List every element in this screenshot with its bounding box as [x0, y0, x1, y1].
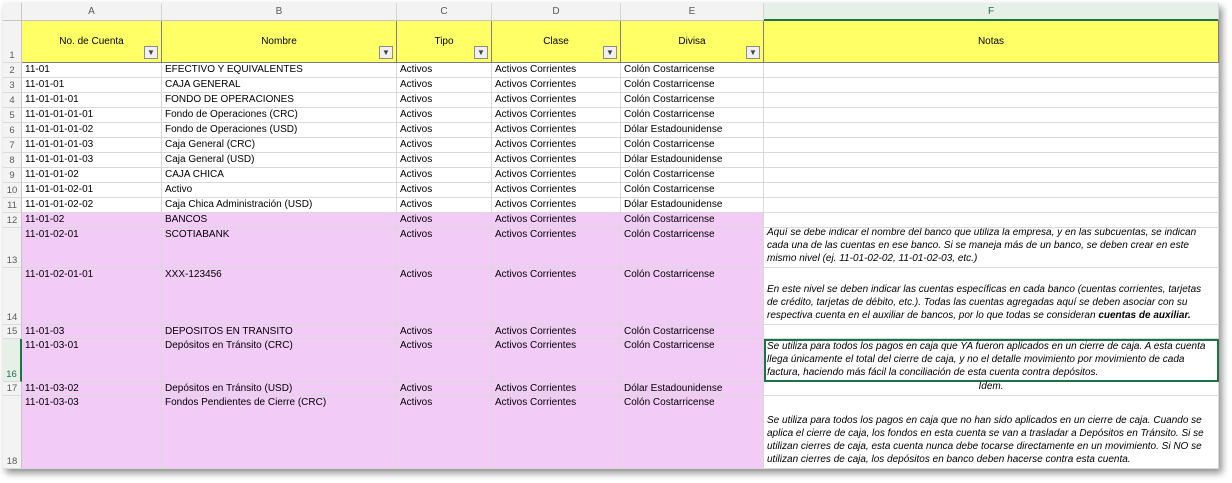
note-text: Se utiliza para todos los pagos en caja que no han sido aplicados en un cierre de caja. Cuando se aplica el cierre de caja, los fondos en esta cuenta se van a trasladar a Depósitos en Tránsito. Si se utilizan cierres de caja, esta cuenta nunca debe tocarse directamente en un movimiento. Si NO se utilizan cierres de caja, los depósitos en banco deben hacerse contra esta cuenta.: [767, 415, 1204, 465]
row-header[interactable]: 11: [3, 198, 22, 213]
cell-tipo[interactable]: Activos: [397, 78, 492, 93]
cell-clase[interactable]: Activos Corrientes: [492, 183, 621, 198]
row-header[interactable]: 16: [3, 339, 22, 382]
cell-notas-empty[interactable]: [764, 138, 1219, 153]
cell-divisa[interactable]: Colón Costarricense: [621, 396, 764, 469]
note-text: Se utiliza para todos los pagos en caja que YA fueron aplicados en un cierre de caja. A esta cuenta llega únicamente el total del cierre de caja, y no el detalle movimiento por movimiento de cada factura, haciendo más fácil la conciliación de esta cuenta contra depósitos.: [767, 341, 1206, 378]
cell-nombre[interactable]: CAJA CHICA: [162, 168, 397, 183]
cell-cuenta[interactable]: 11-01-03-03: [22, 396, 162, 469]
header-label: Tipo: [434, 36, 454, 47]
cell-notas-empty[interactable]: [764, 93, 1219, 108]
row-header[interactable]: 6: [3, 123, 22, 138]
cell-divisa[interactable]: Colón Costarricense: [621, 339, 764, 382]
note-cell-row13[interactable]: [764, 228, 1219, 268]
cell-clase[interactable]: Activos Corrientes: [492, 396, 621, 469]
cell-notas-empty[interactable]: [764, 325, 1219, 339]
column-header-d[interactable]: D: [492, 3, 621, 21]
cell-cuenta[interactable]: 11-01-02-01: [22, 228, 162, 268]
note-text: Aquí se debe indicar el nombre del banco que utiliza la empresa, y en las subcuentas, se indican cada una de las cuentas en ese banco. Si se maneja más de un banco, se deben crear en este mismo nivel (ej. 11-01-02-02, 11-01-02-03, etc.): [767, 227, 1197, 264]
row-header[interactable]: 15: [3, 325, 22, 339]
row-header[interactable]: 13: [3, 228, 22, 268]
cell-nombre[interactable]: EFECTIVO Y EQUIVALENTES: [162, 63, 397, 78]
header-divisa[interactable]: [621, 21, 764, 63]
cell-nombre[interactable]: Depósitos en Tránsito (USD): [162, 382, 397, 396]
row-header[interactable]: 9: [3, 168, 22, 183]
cell-divisa[interactable]: Dólar Estadounidense: [621, 382, 764, 396]
cell-tipo[interactable]: Activos: [397, 138, 492, 153]
cell-clase[interactable]: Activos Corrientes: [492, 153, 621, 168]
cell-tipo[interactable]: Activos: [397, 268, 492, 325]
cell-notas-empty[interactable]: [764, 78, 1219, 93]
row-header[interactable]: 2: [3, 63, 22, 78]
header-label: Clase: [543, 36, 569, 47]
cell-divisa[interactable]: Dólar Estadounidense: [621, 198, 764, 213]
cell-nombre[interactable]: Caja General (CRC): [162, 138, 397, 153]
cell-nombre[interactable]: DEPOSITOS EN TRANSITO: [162, 325, 397, 339]
cell-clase[interactable]: Activos Corrientes: [492, 78, 621, 93]
cell-divisa[interactable]: Colón Costarricense: [621, 268, 764, 325]
filter-dropdown-icon[interactable]: ▼: [379, 46, 393, 59]
cell-cuenta[interactable]: 11-01-01-01-03: [22, 153, 162, 168]
cell-divisa[interactable]: Colón Costarricense: [621, 325, 764, 339]
cell-divisa[interactable]: Dólar Estadounidense: [621, 153, 764, 168]
column-header-e[interactable]: E: [621, 3, 764, 21]
cell-tipo[interactable]: Activos: [397, 198, 492, 213]
header-label: Notas: [977, 36, 1005, 47]
header-label: Divisa: [678, 36, 706, 47]
cell-clase[interactable]: Activos Corrientes: [492, 63, 621, 78]
cell-clase[interactable]: Activos Corrientes: [492, 138, 621, 153]
cell-divisa[interactable]: Dólar Estadounidense: [621, 123, 764, 138]
cell-tipo[interactable]: Activos: [397, 325, 492, 339]
cell-notas-empty[interactable]: [764, 123, 1219, 138]
filter-dropdown-icon[interactable]: ▼: [474, 46, 488, 59]
cell-tipo[interactable]: Activos: [397, 93, 492, 108]
cell-nombre[interactable]: FONDO DE OPERACIONES: [162, 93, 397, 108]
cell-tipo[interactable]: Activos: [397, 123, 492, 138]
row-header[interactable]: 8: [3, 153, 22, 168]
header-notas[interactable]: [764, 21, 1219, 63]
cell-tipo[interactable]: Activos: [397, 213, 492, 228]
header-no-cuenta[interactable]: [22, 21, 162, 63]
note-cell-row18[interactable]: [764, 396, 1219, 469]
cell-tipo[interactable]: Activos: [397, 168, 492, 183]
cell-divisa[interactable]: Colón Costarricense: [621, 93, 764, 108]
header-tipo[interactable]: [397, 21, 492, 63]
cell-clase[interactable]: Activos Corrientes: [492, 93, 621, 108]
cell-nombre[interactable]: Caja Chica Administración (USD): [162, 198, 397, 213]
cell-nombre[interactable]: CAJA GENERAL: [162, 78, 397, 93]
cell-cuenta[interactable]: 11-01-01-01: [22, 93, 162, 108]
header-label: No. de Cuenta: [59, 36, 124, 47]
cell-tipo[interactable]: Activos: [397, 396, 492, 469]
cell-divisa[interactable]: Colón Costarricense: [621, 138, 764, 153]
spreadsheet: [3, 3, 1219, 469]
cell-notas-empty[interactable]: [764, 198, 1219, 213]
cell-cuenta[interactable]: 11-01: [22, 63, 162, 78]
cell-divisa[interactable]: Colón Costarricense: [621, 183, 764, 198]
note-text-bold: cuentas de auxiliar.: [1098, 310, 1191, 321]
row-header[interactable]: 12: [3, 213, 22, 228]
cell-tipo[interactable]: Activos: [397, 153, 492, 168]
cell-cuenta[interactable]: 11-01-01-02: [22, 168, 162, 183]
cell-tipo[interactable]: Activos: [397, 63, 492, 78]
cell-nombre[interactable]: Fondo de Operaciones (CRC): [162, 108, 397, 123]
select-all-corner[interactable]: [3, 3, 22, 21]
cell-cuenta[interactable]: 11-01-02-01-01: [22, 268, 162, 325]
cell-nombre[interactable]: BANCOS: [162, 213, 397, 228]
cell-clase[interactable]: Activos Corrientes: [492, 339, 621, 382]
header-label: Nombre: [261, 36, 297, 47]
cell-divisa[interactable]: Colón Costarricense: [621, 108, 764, 123]
column-header-b[interactable]: B: [162, 3, 397, 21]
cell-divisa[interactable]: Colón Costarricense: [621, 63, 764, 78]
cell-tipo[interactable]: Activos: [397, 183, 492, 198]
cell-nombre[interactable]: Depósitos en Tránsito (CRC): [162, 339, 397, 382]
cell-clase[interactable]: Activos Corrientes: [492, 268, 621, 325]
cell-cuenta[interactable]: 11-01-03-02: [22, 382, 162, 396]
cell-clase[interactable]: Activos Corrientes: [492, 382, 621, 396]
cell-divisa[interactable]: Colón Costarricense: [621, 168, 764, 183]
cell-tipo[interactable]: Activos: [397, 108, 492, 123]
row-header[interactable]: 3: [3, 78, 22, 93]
header-nombre[interactable]: [162, 21, 397, 63]
cell-clase[interactable]: Activos Corrientes: [492, 325, 621, 339]
note-cell-row14[interactable]: [764, 268, 1219, 325]
cell-notas-empty[interactable]: [764, 108, 1219, 123]
cell-clase[interactable]: Activos Corrientes: [492, 168, 621, 183]
cell-notas-empty[interactable]: [764, 168, 1219, 183]
cell-tipo[interactable]: Activos: [397, 228, 492, 268]
cell-notas-empty[interactable]: [764, 153, 1219, 168]
cell-cuenta[interactable]: 11-01-01-01-02: [22, 123, 162, 138]
cell-cuenta[interactable]: 11-01-01-02-01: [22, 183, 162, 198]
cell-notas-empty[interactable]: [764, 63, 1219, 78]
cell-divisa[interactable]: Colón Costarricense: [621, 228, 764, 268]
cell-cuenta[interactable]: 11-01-01-02-02: [22, 198, 162, 213]
cell-nombre[interactable]: Fondo de Operaciones (USD): [162, 123, 397, 138]
cell-clase[interactable]: Activos Corrientes: [492, 198, 621, 213]
cell-clase[interactable]: Activos Corrientes: [492, 108, 621, 123]
row-header[interactable]: 18: [3, 396, 22, 469]
cell-notas-empty[interactable]: [764, 213, 1219, 228]
cell-tipo[interactable]: Activos: [397, 382, 492, 396]
cell-nombre[interactable]: Fondos Pendientes de Cierre (CRC): [162, 396, 397, 469]
cell-cuenta[interactable]: 11-01-01-01-03: [22, 138, 162, 153]
row-header[interactable]: 5: [3, 108, 22, 123]
filter-dropdown-icon[interactable]: ▼: [144, 46, 158, 59]
note-text-main: En este nivel se deben indicar las cuentas específicas en cada banco (cuentas corrientes, tarjetas de crédito, tarjetas de débito, etc.). Todas las cuentas agregadas aquí se deben asociar con su respectiva cuenta en el auxiliar de bancos, por lo que todas se consideran: [767, 284, 1202, 321]
note-cell-row17[interactable]: [764, 382, 1219, 396]
cell-clase[interactable]: Activos Corrientes: [492, 228, 621, 268]
cell-nombre[interactable]: SCOTIABANK: [162, 228, 397, 268]
row-header[interactable]: 1: [3, 21, 22, 63]
cell-cuenta[interactable]: 11-01-03: [22, 325, 162, 339]
column-header-a[interactable]: A: [22, 3, 162, 21]
cell-clase[interactable]: Activos Corrientes: [492, 213, 621, 228]
filter-dropdown-icon[interactable]: ▼: [746, 46, 760, 59]
cell-cuenta[interactable]: 11-01-03-01: [22, 339, 162, 382]
row-header[interactable]: 17: [3, 382, 22, 396]
column-header-f[interactable]: F: [764, 3, 1219, 21]
cell-divisa[interactable]: Colón Costarricense: [621, 78, 764, 93]
cell-cuenta[interactable]: 11-01-01-01-01: [22, 108, 162, 123]
cell-nombre[interactable]: Activo: [162, 183, 397, 198]
cell-divisa[interactable]: Colón Costarricense: [621, 213, 764, 228]
note-cell-row16-selected[interactable]: [764, 339, 1219, 382]
cell-nombre[interactable]: XXX-123456: [162, 268, 397, 325]
row-header[interactable]: 4: [3, 93, 22, 108]
cell-cuenta[interactable]: 11-01-01: [22, 78, 162, 93]
header-clase[interactable]: [492, 21, 621, 63]
note-text: [767, 283, 1215, 322]
row-header[interactable]: 14: [3, 268, 22, 325]
cell-tipo[interactable]: Activos: [397, 339, 492, 382]
note-text: Idem.: [978, 381, 1004, 392]
cell-cuenta[interactable]: 11-01-02: [22, 213, 162, 228]
cell-notas-empty[interactable]: [764, 183, 1219, 198]
row-header[interactable]: 7: [3, 138, 22, 153]
row-header[interactable]: 10: [3, 183, 22, 198]
column-header-c[interactable]: C: [397, 3, 492, 21]
filter-dropdown-icon[interactable]: ▼: [603, 46, 617, 59]
cell-clase[interactable]: Activos Corrientes: [492, 123, 621, 138]
cell-nombre[interactable]: Caja General (USD): [162, 153, 397, 168]
